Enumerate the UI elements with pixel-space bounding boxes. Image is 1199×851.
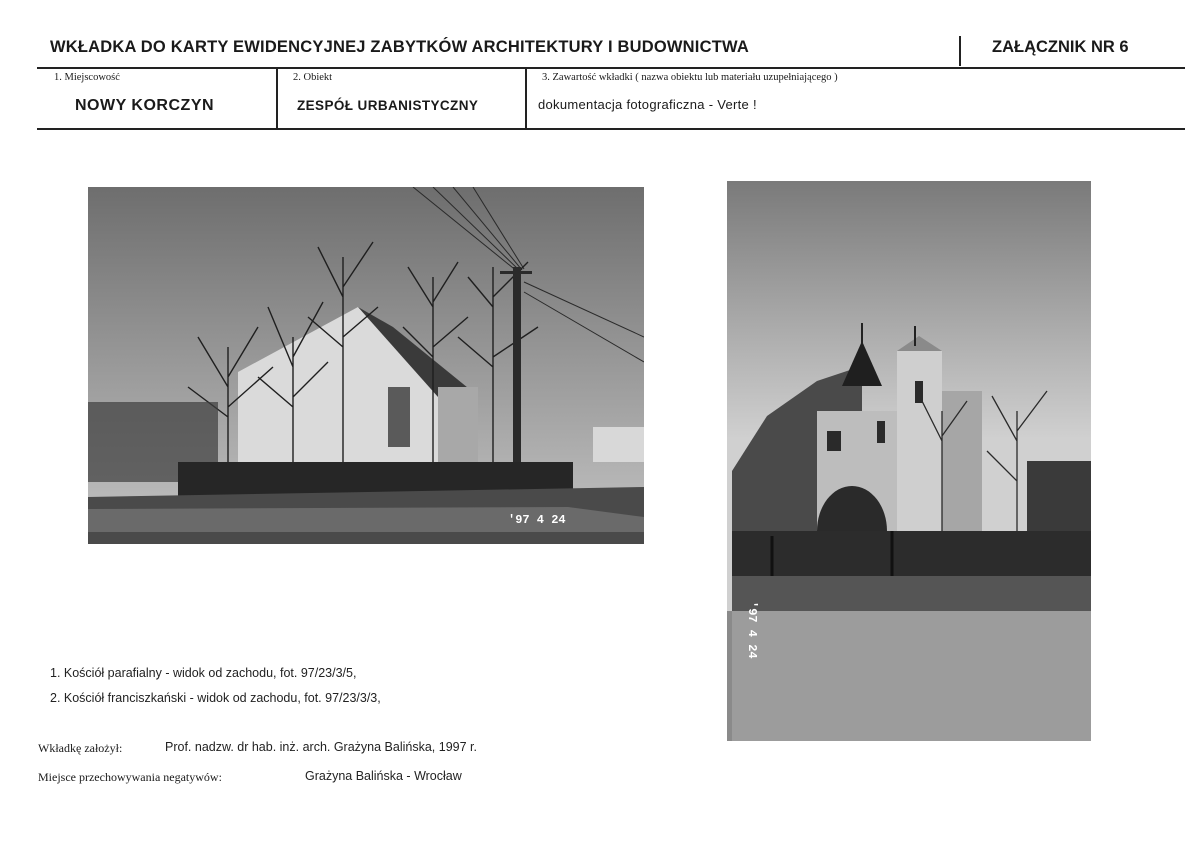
place-label: 1. Miejscowość bbox=[54, 72, 120, 83]
author-label: Wkładkę założył: bbox=[38, 741, 123, 755]
contents-value: dokumentacja fotograficzna - Verte ! bbox=[538, 97, 757, 112]
place-value: NOWY KORCZYN bbox=[75, 97, 215, 114]
caption-photo-2: 2. Kościół franciszkański - widok od zachodu, fot. 97/23/3/3, bbox=[50, 691, 381, 705]
object-value: ZESPÓŁ URBANISTYCZNY bbox=[297, 98, 479, 113]
caption-photo-1: 1. Kościół parafialny - widok od zachodu, fot. 97/23/3/5, bbox=[50, 666, 357, 680]
header-rule bbox=[37, 67, 1185, 69]
storage-value: Grażyna Balińska - Wrocław bbox=[305, 769, 462, 783]
annex-number: ZAŁĄCZNIK NR 6 bbox=[992, 38, 1129, 56]
photo-parish-church bbox=[88, 187, 644, 544]
storage-label: Miejsce przechowywania negatywów: bbox=[38, 770, 222, 784]
contents-label: 3. Zawartość wkładki ( nazwa obiektu lub materiału uzupełniającego ) bbox=[542, 72, 838, 83]
document-title: WKŁADKA DO KARTY EWIDENCYJNEJ ZABYTKÓW ARCHITEKTURY I BUDOWNICTWA bbox=[50, 38, 749, 56]
photo-parish-church-image bbox=[88, 187, 644, 544]
photo-franciscan-church-date: '97 4 24 bbox=[745, 601, 759, 659]
header-divider bbox=[959, 36, 961, 66]
photo-franciscan-church bbox=[727, 181, 1091, 741]
field-divider-1 bbox=[276, 68, 278, 129]
field-divider-2 bbox=[525, 68, 527, 129]
object-label: 2. Obiekt bbox=[293, 72, 333, 83]
author-value: Prof. nadzw. dr hab. inż. arch. Grażyna Balińska, 1997 r. bbox=[165, 740, 477, 754]
photo-parish-church-date: '97 4 24 bbox=[508, 513, 566, 527]
photo-franciscan-church-image bbox=[727, 181, 1091, 741]
fields-rule bbox=[37, 128, 1185, 130]
